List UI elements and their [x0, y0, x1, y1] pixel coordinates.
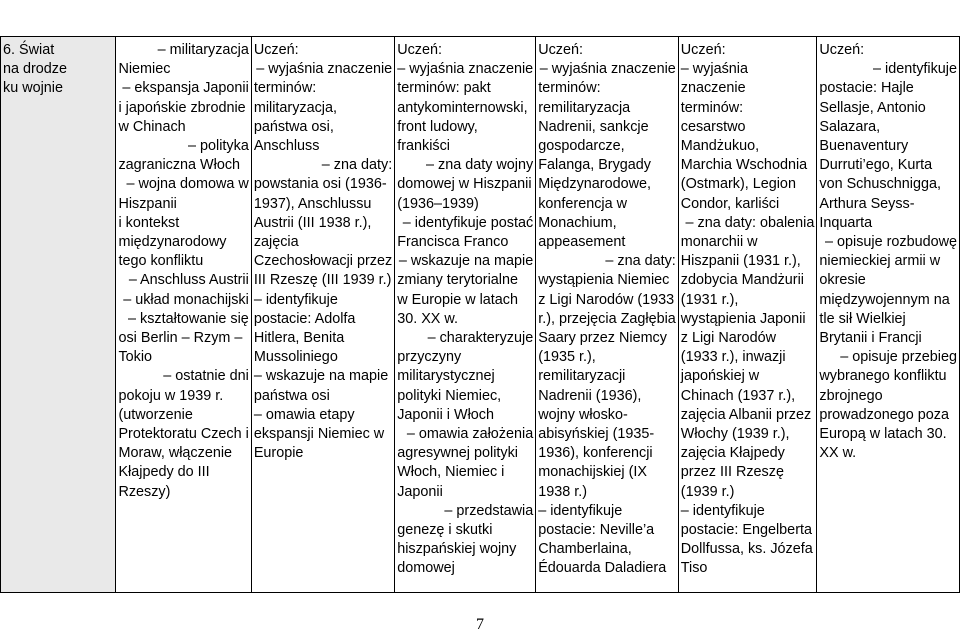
cell-line: Brytanii i Francji — [819, 330, 922, 347]
cell-line: Sellasje, Antonio — [819, 99, 926, 116]
cell-line: gospodarcze, — [538, 138, 625, 155]
cell-line: postacie: Engelberta — [680, 522, 812, 539]
cell-line: Kłajpedy do III — [118, 464, 210, 481]
cell-line: Durruti’ego, Kurta — [819, 157, 933, 174]
cell-line: Édouarda Daladiera — [538, 560, 667, 577]
cell-line: ekspansji Niemiec w — [253, 426, 385, 443]
cell-line: – kształtowanie się — [128, 310, 249, 327]
cell-line: tle sił Wielkiej — [819, 310, 906, 327]
cell-line: – charakteryzuje — [427, 330, 534, 347]
cell-line: (1935 r.), — [538, 349, 596, 366]
cell-line: zbrojnego — [819, 387, 883, 404]
cell-line: Falanga, Brygady — [538, 157, 651, 174]
cell-line: Mandżukuo, — [680, 138, 760, 155]
cell-line: militaryzacja, — [253, 99, 337, 116]
cell-line: Salazara, — [819, 118, 881, 135]
cell-line: Protektoratu Czech i — [118, 426, 249, 443]
cell-line: – wyjaśnia znaczenie — [397, 61, 534, 78]
requirements-level-1-cell — [251, 37, 394, 593]
cell-line: – Anschluss Austrii — [128, 272, 249, 289]
cell-line: – omawia etapy — [253, 406, 355, 423]
cell-line: zajęcia Albanii przez — [680, 406, 812, 423]
cell-line: remilitaryzacja — [538, 99, 631, 116]
cell-line: – wyjaśnia — [680, 61, 748, 78]
cell-line: – identyfikuje — [538, 502, 623, 519]
cell-line: (1939 r.) — [680, 483, 735, 500]
cell-line: (utworzenie — [118, 406, 193, 423]
cell-line: – identyfikuje — [253, 291, 338, 308]
cell-line: von Schuschnigga, — [819, 176, 941, 193]
cell-line: osi Berlin – Rzym – — [118, 330, 243, 347]
cell-line: – omawia założenia — [406, 426, 534, 443]
cell-line: Tiso — [680, 560, 708, 577]
cell-line: i kontekst — [118, 214, 180, 231]
cell-line: monachijskiej (IX — [538, 464, 647, 481]
cell-line: 1938 r.) — [538, 483, 588, 500]
cell-line: Chinach (1937 r.), — [680, 387, 796, 404]
cell-line: (1931 r.), — [680, 291, 739, 308]
cell-line: terminów: — [253, 80, 317, 97]
cell-line: międzywojennym na — [819, 291, 950, 308]
cell-line: – przedstawia — [444, 502, 534, 519]
cell-line: Marchia Wschodnia — [680, 157, 808, 174]
cell-line: Hitlera, Benita — [253, 330, 345, 347]
cell-line: Mussoliniego — [253, 349, 338, 366]
cell-line: appeasement — [538, 234, 626, 251]
cell-line: Monachium, — [538, 214, 617, 231]
cell-line: Hiszpanii (1931 r.), — [680, 253, 801, 270]
cell-line: Saary przez Niemcy — [538, 330, 667, 347]
cell-line: – wojna domowa w — [126, 176, 249, 193]
cell-line: 1936), konferencji — [538, 445, 653, 462]
cell-line: znaczenie — [680, 80, 746, 97]
cell-line: terminów: — [680, 99, 744, 116]
cell-line: XX w. — [819, 445, 857, 462]
cell-line: Arthura Seyss- — [819, 195, 915, 212]
cell-line: polityki Niemiec, — [397, 387, 502, 404]
cell-line: antykominternowski, — [397, 99, 528, 116]
cell-line: Japonii — [397, 483, 443, 500]
cell-line: – identyfikuje — [873, 61, 957, 78]
cell-line: abisyńskiej (1935- — [538, 426, 655, 443]
cell-line: terminów: — [538, 80, 601, 97]
cell-line: remilitaryzacji — [538, 368, 626, 385]
cell-line: Włochy (1939 r.), — [680, 426, 790, 443]
cell-line: Anschluss — [253, 138, 320, 155]
cell-line: (1936–1939) — [397, 195, 479, 212]
cell-line: w Europie w latach — [397, 291, 518, 308]
cell-line: wybranego konfliktu — [819, 368, 947, 385]
cell-line: ku wojnie — [3, 80, 63, 97]
cell-line: front ludowy, — [397, 118, 478, 135]
cell-line: zmiany terytorialne — [397, 272, 518, 289]
requirements-level-5-cell — [817, 37, 960, 593]
cell-line: tego konfliktu — [118, 253, 204, 270]
cell-line: (1933 r.), inwazji — [680, 349, 786, 366]
cell-line: zagraniczna Włoch — [118, 157, 241, 174]
cell-line: – zna daty wojny — [426, 157, 534, 174]
cell-line: r.), przejęcia Zagłębia — [538, 310, 676, 327]
cell-line: – zna daty: — [605, 253, 676, 270]
requirements-level-3-cell — [536, 37, 679, 593]
cell-line: Buenaventury — [819, 138, 909, 155]
cell-line: z Ligi Narodów — [680, 330, 776, 347]
cell-line: w Chinach — [118, 118, 186, 135]
cell-line: postacie: Hajle — [819, 80, 914, 97]
cell-line: prowadzonego poza — [819, 406, 949, 423]
cell-line: Moraw, włączenie — [118, 445, 233, 462]
page-number: 7 — [476, 616, 484, 633]
cell-line: Nadrenii, sankcje — [538, 118, 649, 135]
cell-line: niemieckiej armii w — [819, 253, 941, 270]
cell-line: Dollfussa, ks. Józefa — [680, 541, 813, 558]
cell-line: terminów: pakt — [397, 80, 491, 97]
cell-line: postacie: Neville’a — [538, 522, 655, 539]
cell-line: pokoju w 1939 r. — [118, 387, 224, 404]
cell-line: agresywnej polityki — [397, 445, 518, 462]
cell-line: Uczeń: — [397, 42, 442, 58]
cell-line: przyczyny — [397, 349, 462, 366]
cell-line: Uczeń: — [680, 42, 726, 58]
cell-line: zajęcia — [253, 234, 299, 251]
cell-line: Międzynarodowe, — [538, 176, 651, 193]
cell-line: Europie — [253, 445, 304, 462]
cell-line: monarchii w — [680, 234, 758, 251]
cell-line: – ekspansja Japonii — [122, 80, 249, 97]
cell-line: konferencja w — [538, 195, 627, 212]
content-cell — [116, 37, 251, 593]
cell-line: – wyjaśnia znaczenie — [539, 61, 676, 78]
cell-line: – opisuje rozbudowę — [824, 234, 957, 251]
cell-line: – wskazuje na mapie — [253, 368, 389, 385]
cell-line: Europą w latach 30. — [819, 426, 947, 443]
cell-line: Nadrenii (1936), — [538, 387, 642, 404]
cell-line: Condor, karliści — [680, 195, 780, 212]
cell-line: III Rzeszę (III 1939 r.) — [253, 272, 392, 289]
cell-line: przez III Rzeszę — [680, 464, 784, 481]
cell-line: postacie: Adolfa — [253, 310, 356, 327]
cell-line: Francisca Franco — [397, 234, 509, 251]
cell-line: Włoch, Niemiec i — [397, 464, 505, 481]
cell-line: zdobycia Mandżurii — [680, 272, 804, 289]
cell-line: międzynarodowy — [118, 234, 227, 251]
cell-line: Hiszpanii — [118, 195, 177, 212]
cell-line: Inquarta — [819, 214, 873, 231]
cell-line: Uczeń: — [253, 42, 299, 58]
cell-line: Uczeń: — [538, 42, 583, 58]
cell-line: militarystycznej — [397, 368, 495, 385]
cell-line: domowej — [397, 560, 455, 577]
cell-line: – zna daty: — [321, 157, 393, 174]
cell-line: cesarstwo — [680, 118, 746, 135]
cell-line: – identyfikuje postać — [402, 214, 534, 231]
cell-line: (Ostmark), Legion — [680, 176, 796, 193]
cell-line: – opisuje przebieg — [840, 349, 957, 366]
table-row — [1, 37, 960, 593]
topic-cell — [1, 37, 116, 593]
cell-line: powstania osi (1936- — [253, 176, 387, 193]
cell-line: państwa osi — [253, 387, 330, 404]
cell-line: Uczeń: — [819, 42, 865, 58]
cell-line: Austrii (III 1938 r.), — [253, 214, 372, 231]
cell-line: – polityka — [188, 138, 249, 155]
cell-line: – zna daty: obalenia — [685, 214, 815, 231]
cell-line: – ostatnie dni — [163, 368, 249, 385]
cell-line: 1937), Anschlussu — [253, 195, 372, 212]
cell-line: i japońskie zbrodnie — [118, 99, 246, 116]
cell-line: – wskazuje na mapie — [398, 253, 534, 270]
cell-line: Czechosłowacji przez — [253, 253, 393, 270]
cell-line: – układ monachijski — [123, 291, 249, 308]
cell-line: genezę i skutki — [397, 522, 493, 539]
cell-line: Tokio — [118, 349, 153, 366]
cell-line: wystąpienia Japonii — [680, 310, 806, 327]
cell-line: 6. Świat — [3, 42, 55, 58]
cell-line: okresie — [819, 272, 866, 289]
cell-line: na drodze — [3, 61, 68, 78]
requirements-level-4-cell — [678, 37, 817, 593]
cell-line: Rzeszy) — [118, 483, 171, 500]
cell-line: państwa osi, — [253, 118, 334, 135]
cell-line: Niemiec — [118, 61, 171, 78]
cell-line: wojny włosko- — [538, 406, 628, 423]
curriculum-table — [0, 36, 960, 593]
cell-line: frankiści — [397, 138, 450, 155]
cell-line: Chamberlaina, — [538, 541, 632, 558]
cell-line: hiszpańskiej wojny — [397, 541, 517, 558]
cell-line: – identyfikuje — [680, 502, 765, 519]
cell-line: 30. XX w. — [397, 310, 458, 327]
cell-line: z Ligi Narodów (1933 — [538, 291, 675, 308]
cell-line: wystąpienia Niemiec — [538, 272, 670, 289]
cell-line: zajęcia Kłajpedy — [680, 445, 785, 462]
cell-line: japońskiej w — [680, 368, 760, 385]
cell-line: – militaryzacja — [157, 42, 249, 58]
cell-line: – wyjaśnia znaczenie — [256, 61, 393, 78]
requirements-level-2-cell — [395, 37, 536, 593]
cell-line: Japonii i Włoch — [397, 406, 494, 423]
cell-line: domowej w Hiszpanii — [397, 176, 532, 193]
